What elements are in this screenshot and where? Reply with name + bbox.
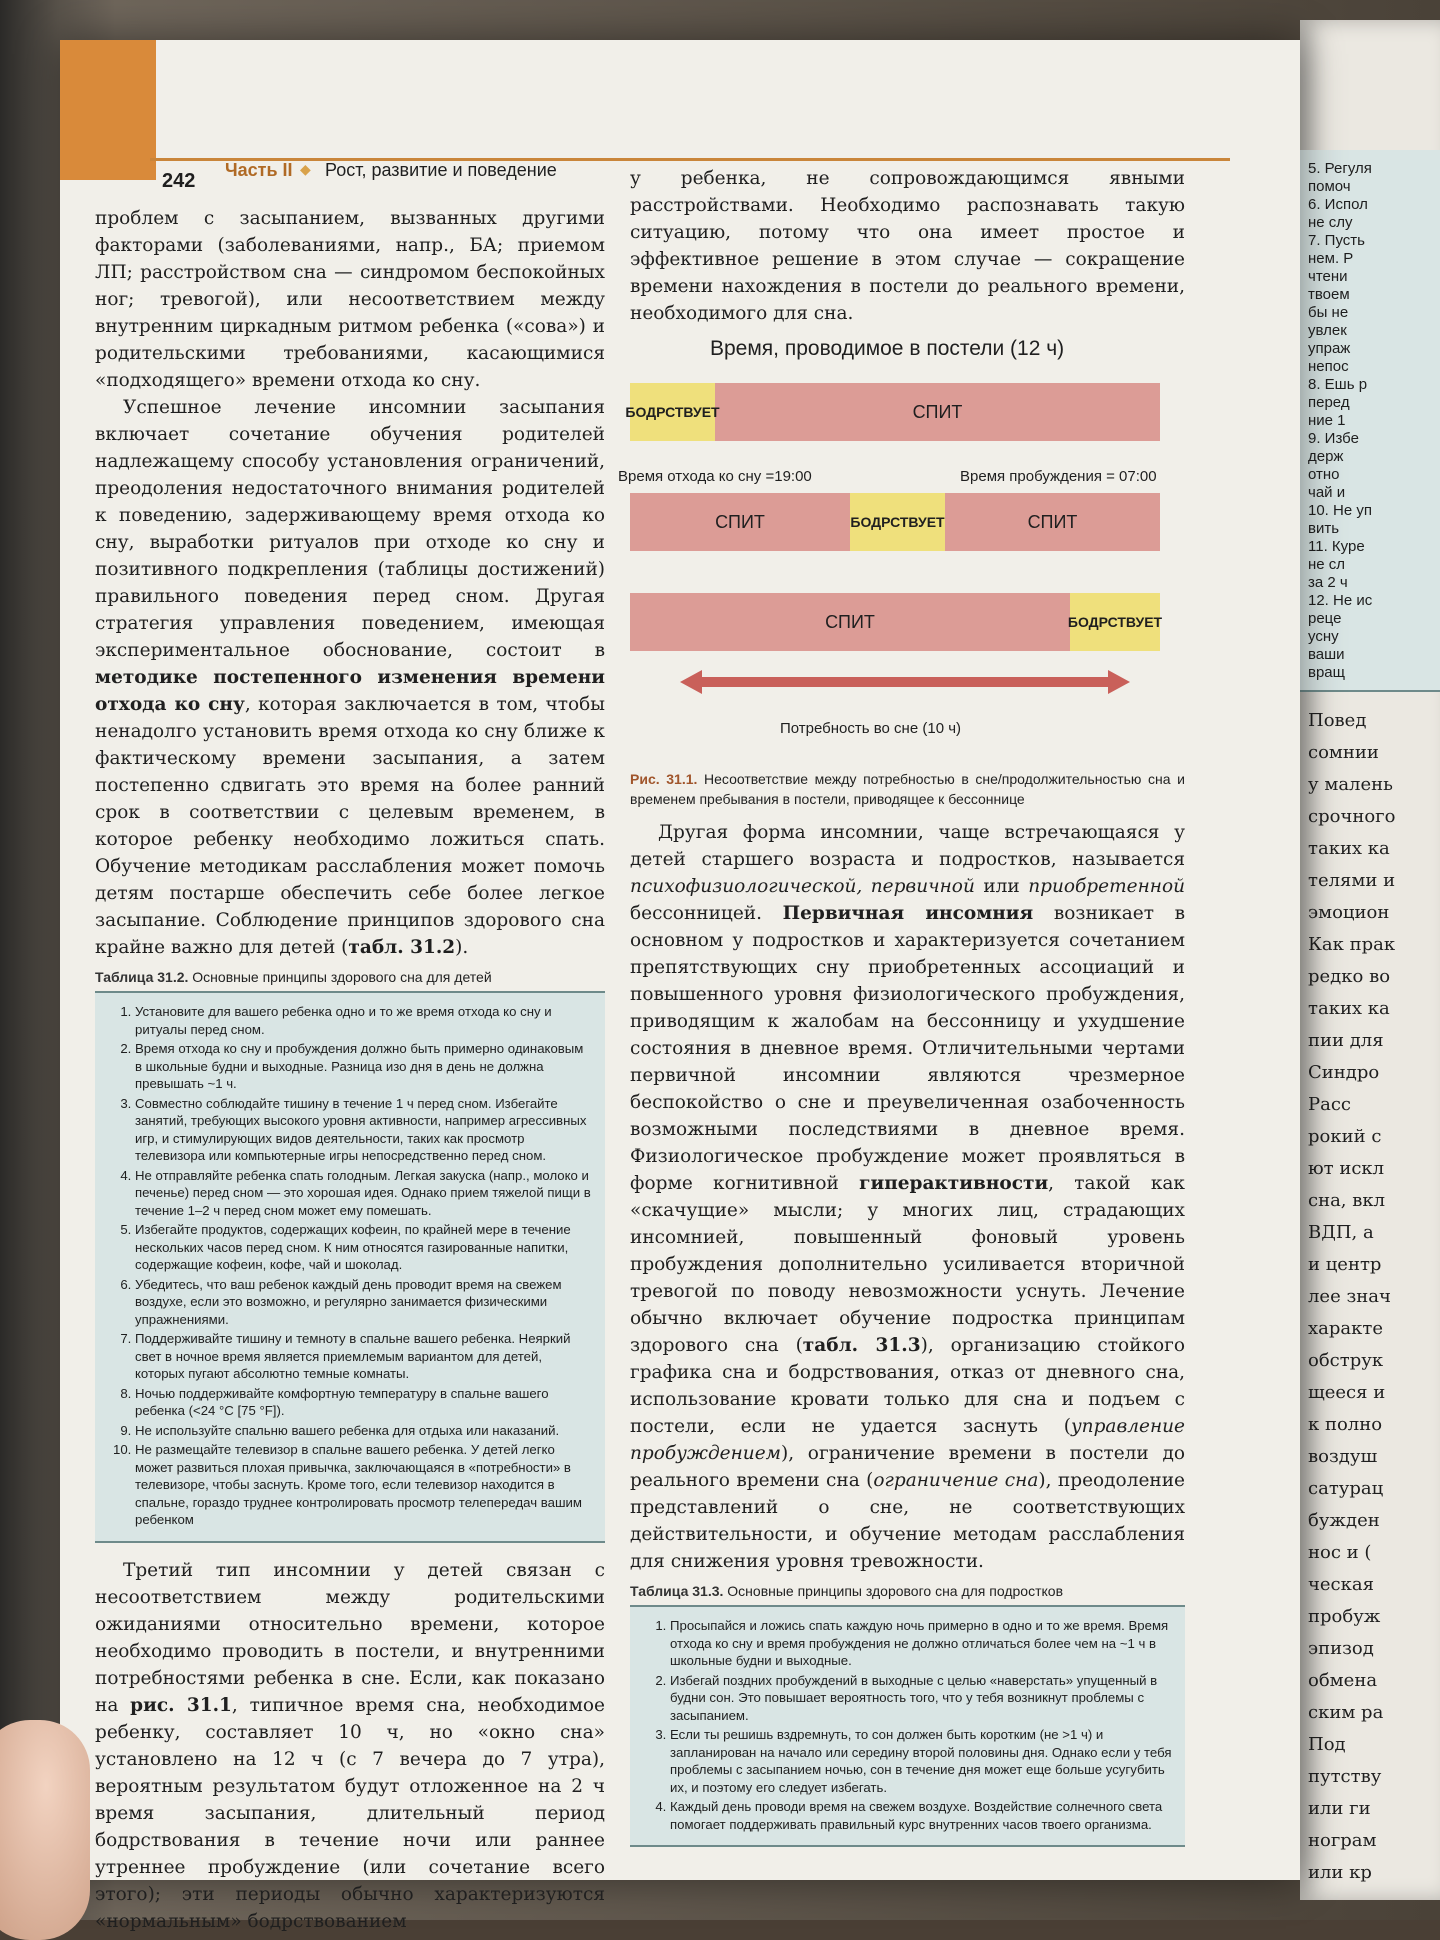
- table-item: 1. Просыпайся и ложись спать каждую ночь примерно в одно и то же время. Время отхода ко сну и время пробуждения не должно отличаться более чем на ~1 ч в школьные будни и выходные.: [670, 1617, 1173, 1670]
- right-page-line: щееся и: [1308, 1382, 1386, 1403]
- right-page-line: Расс: [1308, 1094, 1352, 1115]
- table-item: 3. Совместно соблюдайте тишину в течение 1 ч перед сном. Избегайте занятий, требующих высокого уровня активности, например агрессивных игр, и стимулирующих видов деятельности, таких как просмотр телевизора или компьютерные игры непосредственно перед сном.: [135, 1095, 593, 1165]
- right-page-line: пии для: [1308, 1030, 1384, 1051]
- table-item: 8. Ночью поддерживайте комфортную температуру в спальне вашего ребенка (<24 °C [75 °F]).: [135, 1385, 593, 1420]
- table-ref-link[interactable]: табл. 31.2: [348, 937, 456, 958]
- right-page-line: или ги: [1308, 1798, 1371, 1819]
- bold-term: методике постепенного изменения времени отхода ко сну: [95, 667, 605, 715]
- right-page-line: редко во: [1308, 966, 1391, 987]
- right-page-line: таких ка: [1308, 998, 1390, 1019]
- right-page-line: телями и: [1308, 870, 1396, 891]
- sleep-segment: СПИТ: [715, 511, 765, 532]
- table-item: 3. Если ты решишь вздремнуть, то сон должен быть коротким (не >1 ч) и запланирован на начало или середину второй половины дня. Однако если у тебя проблемы с засыпанием ночью, сон в течение дня может еще больше усугубить их, и поэтому его следует избегать.: [670, 1726, 1173, 1796]
- paragraph: у ребенка, не сопровождающимся явными расстройствами. Необходимо распознавать такую ситуацию, потому что она имеет простое и эффективное решение в этом случае — сокращение времени нахождения в постели до реального времени, необходимого для сна.: [630, 168, 1185, 324]
- right-page-line: Повед: [1308, 710, 1367, 731]
- right-page-line: держ: [1308, 448, 1344, 465]
- right-page-line: обструк: [1308, 1350, 1384, 1371]
- sleep-segment: СПИТ: [825, 611, 875, 632]
- paragraph: Третий тип инсомнии у детей связан с несоответствием между родительскими ожиданиями относительно времени, которое необходимо проводить в постели, и внутренними потребностями ребенка в сне. Если, как показано на рис. 31.1, типичное время сна, необходимое ребенку, составляет 10 ч, но «окно сна» установлено на 12 ч (с 7 вечера до 7 утра), вероятным результатом будут отложенное на 2 ч время засыпания, длительный период бодрствования в течение ночи или раннее утреннее пробуждение (или сочетание всего этого); эти периоды обычно характеризуются «нормальным» бодрствованием: [95, 1559, 605, 1932]
- right-page-line: у малень: [1308, 774, 1393, 795]
- figure-caption: Рис. 31.1. Несоответствие между потребностью в сне/продолжительностью сна и временем пребывания в постели, приводящее к бессоннице: [630, 771, 1186, 807]
- right-page-line: путству: [1308, 1766, 1382, 1787]
- right-page-line: вить: [1308, 520, 1340, 537]
- right-page-line: сна, вкл: [1308, 1190, 1386, 1211]
- table-item: 5. Избегайте продуктов, содержащих кофеин, по крайней мере в течение нескольких часов перед сном. К ним относятся газированные напитки, содержащие кофеин, кофе, чай и шоколад.: [135, 1221, 593, 1274]
- right-page-line: эмоцион: [1308, 902, 1390, 923]
- right-column: [618, 165, 1186, 1847]
- table-ref-link[interactable]: табл. 31.3: [802, 1335, 921, 1356]
- right-page-line: 8. Ешь р: [1308, 376, 1368, 393]
- chapter-tab: [60, 40, 156, 180]
- sleep-segment: СПИТ: [1027, 511, 1078, 532]
- table-item: 7. Поддерживайте тишину и темноту в спальне вашего ребенка. Неяркий свет в ночное время является приемлемым вариантом для детей, которых пугают абсолютно темные комнаты.: [135, 1330, 593, 1383]
- right-page-line: сатурац: [1308, 1478, 1384, 1499]
- page-number: 242: [162, 170, 196, 192]
- right-page-line: или кр: [1308, 1862, 1372, 1883]
- part-label: Часть II: [225, 160, 293, 180]
- right-page-line: пробуж: [1308, 1606, 1381, 1627]
- right-page-line: нос и (: [1308, 1542, 1372, 1563]
- right-page-line: отно: [1308, 466, 1340, 483]
- paragraph: проблем с засыпанием, вызванных другими факторами (заболеваниями, напр., БА; приемом ЛП; расстройством сна — синдромом беспокойных ног; тревогой), или несоответствием между внутренним циркадным ритмом ребенка («сова») и родительскими требованиями, касающимися «подходящего» времени отхода ко сну.: [95, 208, 605, 391]
- right-page-line: характе: [1308, 1318, 1383, 1339]
- table-31-2: [95, 991, 605, 1543]
- table-item: 4. Не отправляйте ребенка спать голодным. Легкая закуска (напр., молоко и печенье) перед сном — это хорошая идея. Однако прием тяжелой пищи в течение 1–2 ч перед сном может ему помешать.: [135, 1167, 593, 1220]
- right-page-line: твоем: [1308, 286, 1350, 303]
- right-page-line: 9. Избе: [1308, 430, 1359, 447]
- right-page-line: эпизод: [1308, 1638, 1374, 1659]
- table-item: 9. Не используйте спальню вашего ребенка для отдыха или наказаний.: [135, 1422, 593, 1440]
- right-page-line: воздуш: [1308, 1446, 1378, 1467]
- table-item: 6. Убедитесь, что ваш ребенок каждый день проводит время на свежем воздухе, если это возможно, и регулярно занимается физическими упражнениями.: [135, 1276, 593, 1329]
- right-page-line: рокий с: [1308, 1126, 1382, 1147]
- table-item: 4. Каждый день проводи время на свежем воздухе. Воздействие солнечного света помогает поддерживать правильный курс внутренних часов твоего организма.: [670, 1798, 1173, 1833]
- right-page-line: 12. Не ис: [1308, 592, 1373, 609]
- table-caption: Таблица 31.2. Основные принципы здорового сна для детей: [95, 969, 492, 985]
- right-page-line: ским ра: [1308, 1702, 1384, 1723]
- bedtime-label: Время отхода ко сну =19:00: [618, 468, 812, 485]
- awake-segment: БОДРСТВУЕТ: [1070, 593, 1160, 651]
- right-page-line: перед: [1308, 394, 1350, 411]
- right-page-line: нограм: [1308, 1830, 1377, 1851]
- diamond-icon: ◆: [300, 162, 311, 178]
- right-page-line: Под: [1308, 1734, 1346, 1755]
- header-rule: [150, 158, 1230, 161]
- right-page: [1300, 20, 1440, 1900]
- timeline-bar-3: [630, 593, 1163, 651]
- awake-segment: БОДРСТВУЕТ: [850, 493, 945, 551]
- right-page-line: нем. Р: [1308, 250, 1354, 267]
- figure-ref-link[interactable]: рис. 31.1: [130, 1694, 232, 1716]
- figure-31-1: [618, 335, 1185, 765]
- right-page-line: Синдро: [1308, 1062, 1380, 1083]
- awake-segment: БОДРСТВУЕТ: [630, 383, 715, 441]
- right-page-line: 11. Куре: [1308, 538, 1365, 555]
- right-page-line: помоч: [1308, 178, 1351, 195]
- right-page-line: ческая: [1308, 1574, 1374, 1595]
- table-31-3: [630, 1605, 1185, 1847]
- table-item: 10. Не размещайте телевизор в спальне вашего ребенка. У детей легко может развиться плохая привычка, заключающаяся в «потребности» в телевизоре, чтобы заснуть. Кроме того, если телевизор находится в спальне, гораздо труднее контролировать просмотр телепередач вашим ребенком: [135, 1441, 593, 1529]
- right-page-line: за 2 ч: [1308, 574, 1348, 591]
- right-page-line: не сл: [1308, 556, 1346, 573]
- timeline-bar-2: [630, 493, 1160, 551]
- table-caption: Таблица 31.3. Основные принципы здорового сна для подростков: [630, 1583, 1064, 1599]
- need-label: Потребность во сне (10 ч): [780, 720, 962, 737]
- right-page-line: упраж: [1308, 340, 1351, 357]
- double-arrow-icon: [680, 670, 1130, 694]
- right-page-line: усну: [1308, 628, 1339, 645]
- right-page-line: ют искл: [1308, 1158, 1385, 1179]
- right-page-line: чай и: [1308, 484, 1346, 501]
- bold-term: Первичная инсомния: [782, 903, 1034, 924]
- bold-term: гиперактивности: [859, 1173, 1049, 1194]
- section-title: Рост, развитие и поведение: [325, 160, 557, 180]
- right-page-line: срочного: [1308, 806, 1396, 827]
- right-page-line: и центр: [1308, 1254, 1382, 1275]
- table-item: 1. Установите для вашего ребенка одно и то же время отхода ко сну и ритуалы перед сном.: [135, 1003, 593, 1038]
- right-page-line: таких ка: [1308, 838, 1390, 859]
- right-page-line: обмена: [1308, 1670, 1378, 1691]
- right-page-line: чтени: [1308, 268, 1348, 285]
- right-page-line: 6. Испол: [1308, 196, 1368, 213]
- paragraph: Успешное лечение инсомнии засыпания включает сочетание обучения родителей надлежащему способу установления ограничений, преодоления недостаточного внимания родителей к поведению, задерживающему время отхода ко сну, выработки ритуалов при отходе ко сну и позитивного подкрепления (таблицы достижений) правильного поведения перед сном. Другая стратегия управления поведением, имеющая экспериментальное обоснование, состоит в методике постепенного изменения времени отхода ко сну, которая заключается в том, чтобы ненадолго установить время отхода ко сну ближе к фактическому времени засыпания, а затем постепенно сдвигать это время на более ранний срок в соответствии с целевым временем, в которое ребенку необходимо ложиться спать. Обучение методикам расслабления может помочь детям постарше обеспечить себе более легкое засыпание. Соблюдение принципов здорового сна крайне важно для детей (табл. 31.2).: [95, 397, 605, 958]
- table-item: 2. Избегай поздних пробуждений в выходные с целью «наверстать» упущенный в будни сон. Это повышает вероятность того, что у тебя возникнут проблемы с засыпанием.: [670, 1672, 1173, 1725]
- timeline-bar-1: [625, 383, 1160, 441]
- right-page-line: не слу: [1308, 214, 1353, 231]
- table-item: 2. Время отхода ко сну и пробуждения должно быть примерно одинаковым в школьные будни и выходные. Разница изо дня в день не должна превышать ~1 ч.: [135, 1040, 593, 1093]
- left-column: [95, 205, 605, 1935]
- right-page-line: ние 1: [1308, 412, 1346, 429]
- right-page-line: Как прак: [1308, 934, 1396, 955]
- right-page-line: ваши: [1308, 646, 1345, 663]
- right-page-line: 5. Регуля: [1308, 160, 1372, 177]
- right-page-line: реце: [1308, 610, 1342, 627]
- right-page-line: непос: [1308, 358, 1349, 375]
- right-page-line: ВДП, а: [1308, 1222, 1374, 1243]
- right-page-line: 7. Пусть: [1308, 232, 1365, 249]
- thumb: [0, 1720, 90, 1940]
- waketime-label: Время пробуждения = 07:00: [960, 468, 1157, 485]
- sleep-segment: СПИТ: [912, 401, 963, 422]
- right-page-line: увлек: [1308, 322, 1347, 339]
- right-page-line: бужден: [1308, 1510, 1380, 1531]
- right-page-line: лее знач: [1308, 1286, 1391, 1307]
- right-page-line: сомнии: [1308, 742, 1379, 763]
- right-page-line: к полно: [1308, 1414, 1383, 1435]
- paragraph: Другая форма инсомнии, чаще встречающаяся у детей старшего возраста и подростков, называется психофизиологической, первичной или приобретенной бессонницей. Первичная инсомния возникает в основном у подростков и характеризуется сочетанием препятствующих сну приобретенных ассоциаций и повышенного уровня физиологического пробуждения, приводящим к жалобам на бессонницу и ухудшение состояния в дневное время. Отличительными чертами первичной инсомнии являются чрезмерное беспокойство о сне и преувеличенная озабоченность возможными последствиями в дневное время. Физиологическое пробуждение может проявляться в форме когнитивной гиперактивности, такой как «скачущие» мысли; у многих лиц, страдающих инсомнией, повышенный фоновый уровень пробуждения дополнительно усиливается вторичной тревогой по поводу невозможности уснуть. Лечение обычно включает обучение подростка принципам здорового сна (табл. 31.3), организацию стойкого графика сна и бодрствования, отказ от дневного сна, использование кровати только для сна и подъем с постели, если не удается заснуть (управление пробуждением), ограничение времени в постели до реального времени сна (ограничение сна), преодоление представлений о сне, не соответствующих действительности, и обучение методам расслабления для снижения уровня тревожности.: [630, 822, 1186, 1572]
- right-page-line: 10. Не уп: [1308, 502, 1372, 519]
- right-page-line: вращ: [1308, 664, 1345, 681]
- figure-title: Время, проводимое в постели (12 ч): [710, 337, 1065, 360]
- right-page-line: бы не: [1308, 304, 1349, 321]
